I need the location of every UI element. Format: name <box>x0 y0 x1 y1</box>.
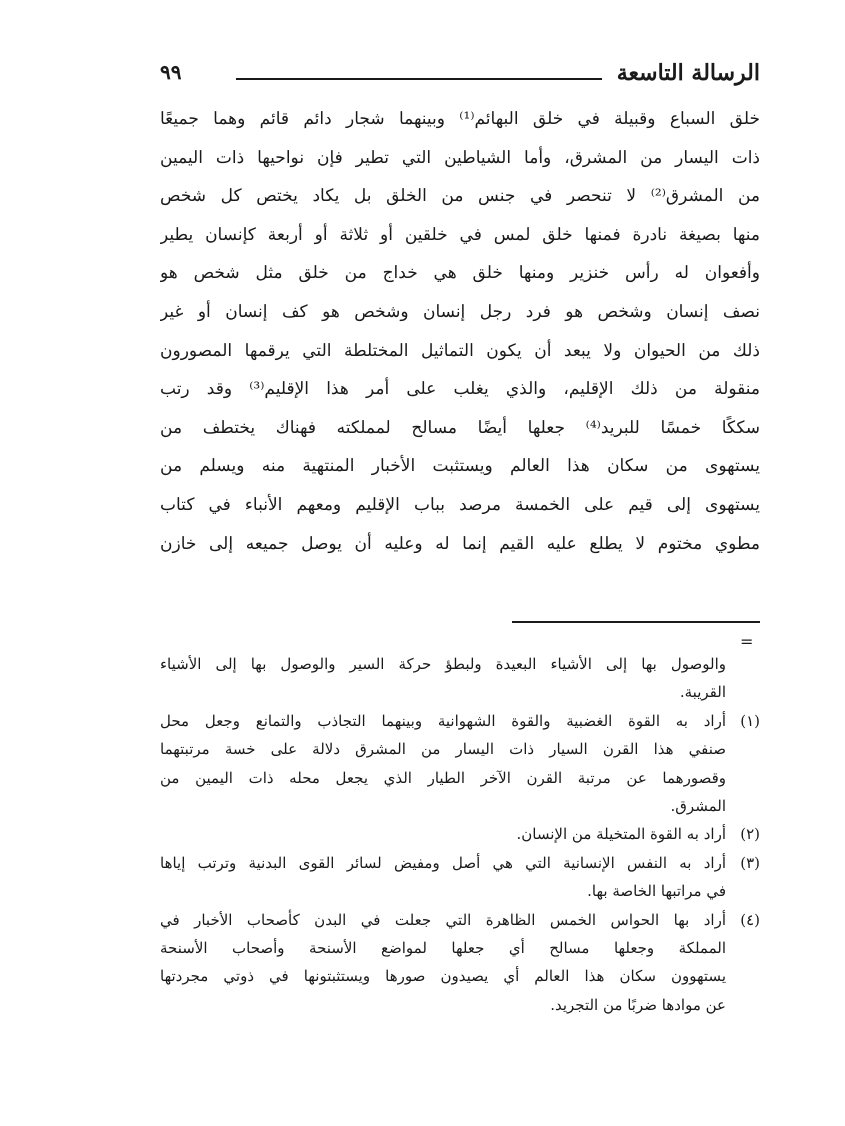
page-number: ٩٩ <box>160 60 182 84</box>
text-line: ذات اليسار من المشرق، وأما الشياطين التي تطير فإن نواحيها ذات اليمين <box>160 147 760 168</box>
footnote-line: القريبة. <box>679 683 726 702</box>
footnote-4 <box>160 906 760 934</box>
footnote-number: (٣) <box>740 853 760 872</box>
footnote-text: أراد به القوة الغضبية والقوة الشهوانية وبينهما التجاذب والتمانع وجعل محل <box>160 711 726 730</box>
footnote-line: المشرق. <box>670 797 726 816</box>
footnote-3 <box>160 849 760 877</box>
text-line: من المشرق⁽²⁾ لا تنحصر في جنس من الخلق بل يكاد يختص كل شخص <box>160 186 760 207</box>
text-line: خلق السباع وقبيلة في خلق البهائم⁽¹⁾ وبينهما شجار دائم قائم وهما جميعًا <box>160 109 760 129</box>
footnote-continuation-mark: = <box>740 632 754 651</box>
text-line: يستهوى إلى قيم على الخمسة مرصد بباب الإقليم ومعهم الأنباء في كتاب <box>160 494 760 515</box>
header-rule <box>236 78 602 80</box>
footnote-2 <box>160 820 760 848</box>
text-line: وأفعوان له رأس خنزير ومنها خلق هي خداج من خلق مثل شخص هو <box>160 263 760 284</box>
text-line: مطوي مختوم لا يطلع عليه القيم إنما له وعليه أن يوصل جميعه إلى خازن <box>160 533 760 554</box>
page-header <box>160 54 760 94</box>
text-line: منها بصيغة نادرة فمنها خلق لمس في خلقين أو ثلاثة أو أربعة كإنسان يطير <box>160 224 760 245</box>
footnote-line: وقصورهما عن مرتبة القرن الآخر الطيار الذي يجعل محله ذات اليمين من <box>160 768 726 787</box>
footnote-text: أراد به النفس الإنسانية التي هي أصل ومفيض لسائر القوى البدنية وترتب إياها <box>160 853 726 872</box>
text-line: سككًا خمسًا للبريد⁽⁴⁾ جعلها أيضًا مسالح لمملكته فهناك يختطف من <box>160 417 760 438</box>
footnote-line: يستهوون سكان هذا العالم أي يصيدون صورها ويستثبتونها في ذوتي مجردتها <box>160 967 726 986</box>
text-line: ذلك من الحيوان ولا يبعد أن يكون التماثيل المختلطة التي يرقمها المصورون <box>160 340 760 361</box>
text-line: نصف إنسان وشخص هو فرد رجل إنسان وشخص هو كف إنسان أو غير <box>160 301 760 322</box>
footnote-text: أراد بها الحواس الخمس الظاهرة التي جعلت في البدن كأصحاب الأخبار في <box>160 910 726 929</box>
footnote-line: والوصول بها إلى الأشياء البعيدة ولبطؤ حركة السير والوصول بها إلى الأشياء <box>160 655 726 673</box>
footnote-line: المملكة وجعلها مسالح أي جعلها لمواضع الأسنحة وأصحاب الأسنحة <box>160 939 726 958</box>
footnote-line: عن موادها ضربًا من التجريد. <box>550 995 726 1014</box>
text-line: منقولة من ذلك الإقليم، والذي يغلب على أمر هذا الإقليم⁽³⁾ وقد رتب <box>160 379 760 400</box>
footnote-1 <box>160 707 760 735</box>
footnote-number: (٤) <box>740 910 760 929</box>
text-line: يستهوى من سكان هذا العالم ويستثبت الأخبار المنتهية منه ويسلم من <box>160 456 760 477</box>
footnotes <box>160 650 760 1019</box>
footnote-line: في مراتبها الخاصة بها. <box>587 882 726 901</box>
chapter-title: الرسالة التاسعة <box>616 60 760 86</box>
footnote-number: (٢) <box>740 825 760 844</box>
footnote-line: صنفي هذا القرن السيار ذات اليسار من المشرق دلالة على خسة مرتبتهما <box>160 740 726 759</box>
footnote-separator <box>512 621 760 623</box>
main-text <box>160 100 760 563</box>
footnote-number: (١) <box>740 711 760 730</box>
footnote-text: أراد به القوة المتخيلة من الإنسان. <box>516 825 726 844</box>
